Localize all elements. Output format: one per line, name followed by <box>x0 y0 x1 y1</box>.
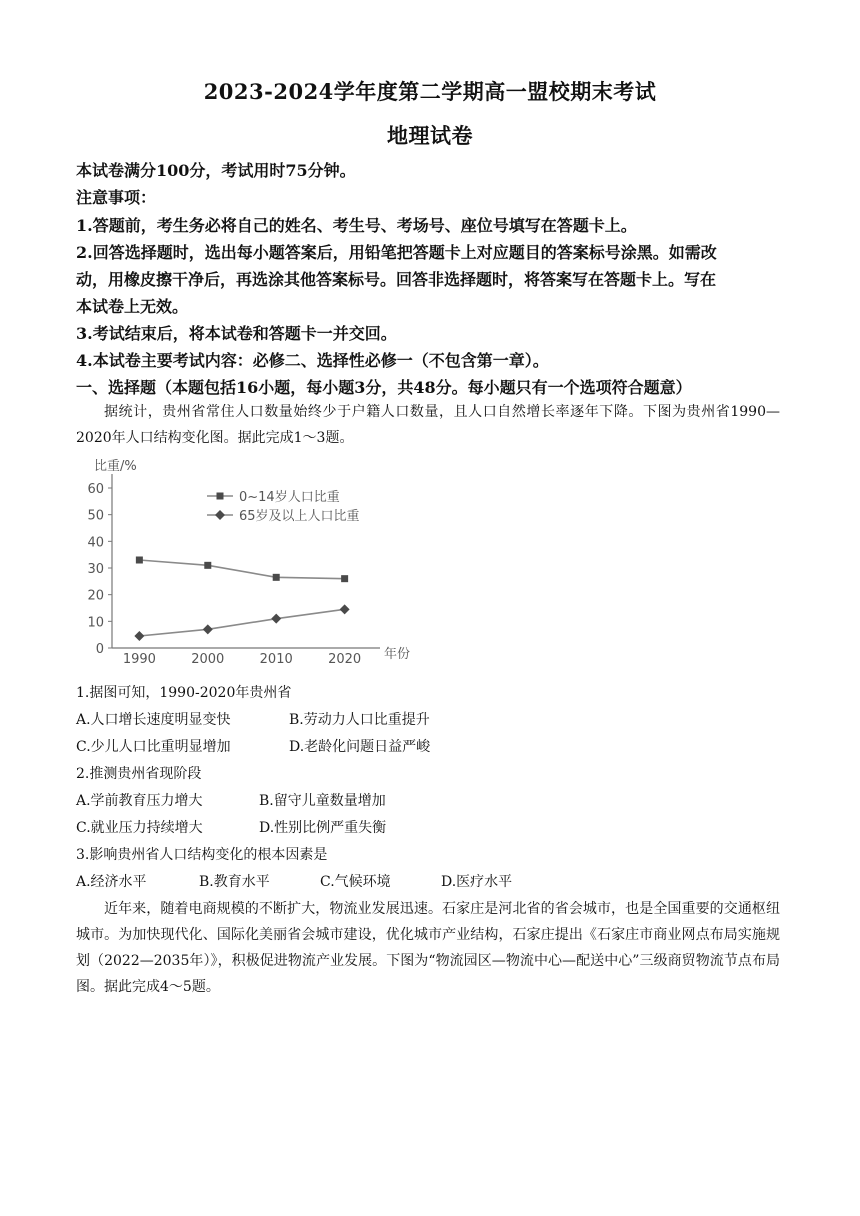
data-point-square <box>341 575 348 582</box>
question-2-option-b: B.留守儿童数量增加 <box>259 793 386 809</box>
y-tick-label: 60 <box>87 482 104 497</box>
x-ticks <box>123 652 361 667</box>
passage-1: 据统计，贵州省常住人口数量始终少于户籍人口数量，且人口自然增长率逐年下降。下图为贵州省1990—2020年人口结构变化图。据此完成1～3题。 <box>76 404 780 446</box>
y-tick-label: 50 <box>87 508 104 524</box>
x-tick-label: 2000 <box>191 652 225 667</box>
y-tick-label: 10 <box>87 615 104 631</box>
question-3-stem: 3.影响贵州省人口结构变化的根本因素是 <box>76 847 328 863</box>
notice-item: 2.回答选择题时，选出每小题答案后，用铅笔把答题卡上对应题目的答案标号涂黑。如需改 <box>76 243 717 262</box>
legend-label: 0~14岁人口比重 <box>239 490 340 505</box>
x-tick-label: 2010 <box>259 652 293 667</box>
series-line <box>139 560 344 579</box>
question-1-stem: 1.据图可知，1990-2020年贵州省 <box>76 685 292 701</box>
exam-title: 2023-2024学年度第二学期高一盟校期末考试 <box>203 79 657 104</box>
question-3-option-a: A.经济水平 <box>76 874 147 890</box>
notice-title: 注意事项： <box>76 188 157 207</box>
data-point-diamond <box>203 624 213 634</box>
data-point-square <box>273 574 280 581</box>
x-tick-label: 1990 <box>122 652 156 667</box>
data-point-diamond <box>340 604 350 614</box>
notice-item: 1.答题前，考生务必将自己的姓名、考生号、考场号、座位号填写在答题卡上。 <box>76 216 637 235</box>
y-tick-label: 0 <box>95 642 104 657</box>
series-2 <box>134 604 349 641</box>
notice-item: 4.本试卷主要考试内容：必修二、选择性必修一（不包含第一章）。 <box>76 351 549 370</box>
notice-item: 动，用橡皮擦干净后，再选涂其他答案标号。回答非选择题时，将答案写在答题卡上。写在 <box>76 270 717 289</box>
y-tick-label: 40 <box>87 535 104 551</box>
legend-marker-diamond <box>215 510 225 520</box>
series-1 <box>136 557 348 583</box>
data-point-diamond <box>134 631 144 641</box>
question-2-option-d: D.性别比例严重失衡 <box>259 820 387 836</box>
legend-marker-square <box>217 493 224 500</box>
notice-item: 3.考试结束后，将本试卷和答题卡一并交回。 <box>76 324 397 343</box>
question-2-stem: 2.推测贵州省现阶段 <box>76 766 202 782</box>
series-line <box>139 609 344 636</box>
y-ticks <box>87 482 112 657</box>
question-3-option-b: B.教育水平 <box>199 874 270 890</box>
y-tick-label: 30 <box>87 562 104 577</box>
score-line: 本试卷满分100分，考试用时75分钟。 <box>76 161 356 180</box>
data-point-square <box>204 562 211 569</box>
subject-title: 地理试卷 <box>387 123 473 148</box>
x-tick-label: 2020 <box>328 652 362 667</box>
chart-legend <box>207 489 360 524</box>
chart-series <box>134 557 349 642</box>
question-3-option-c: C.气候环境 <box>320 874 391 890</box>
section-heading: 一、选择题（本题包括16小题，每小题3分，共48分。每小题只有一个选项符合题意） <box>76 378 692 397</box>
legend-label: 65岁及以上人口比重 <box>239 509 360 524</box>
population-structure-chart <box>72 454 432 676</box>
question-1-option-a: A.人口增长速度明显变快 <box>76 712 231 728</box>
question-2-option-c: C.就业压力持续增大 <box>76 820 203 836</box>
x-axis-label: 年份 <box>384 647 411 662</box>
notice-item: 本试卷上无效。 <box>76 297 189 316</box>
data-point-square <box>136 557 143 564</box>
question-1-option-c: C.少儿人口比重明显增加 <box>76 739 231 755</box>
question-1-option-b: B.劳动力人口比重提升 <box>289 712 430 728</box>
question-1-option-d: D.老龄化问题日益严峻 <box>289 739 431 755</box>
data-point-diamond <box>271 614 281 624</box>
passage-2: 近年来，随着电商规模的不断扩大，物流业发展迅速。石家庄是河北省的省会城市，也是全国重要的交通枢纽城市。为加快现代化、国际化美丽省会城市建设，优化城市产业结构，石家庄提出《石家庄市商业网点布局实施规划（2022—2035年）》，积极促进物流产业发展。下图为“物流园区—物流中心—配送中心”三级商贸物流节点布局图。据此完成4～5题。 <box>76 901 780 995</box>
y-tick-label: 20 <box>87 588 104 604</box>
question-2-option-a: A.学前教育压力增大 <box>76 793 203 809</box>
question-3-option-d: D.医疗水平 <box>441 874 513 890</box>
y-axis-label: 比重/% <box>94 459 137 474</box>
